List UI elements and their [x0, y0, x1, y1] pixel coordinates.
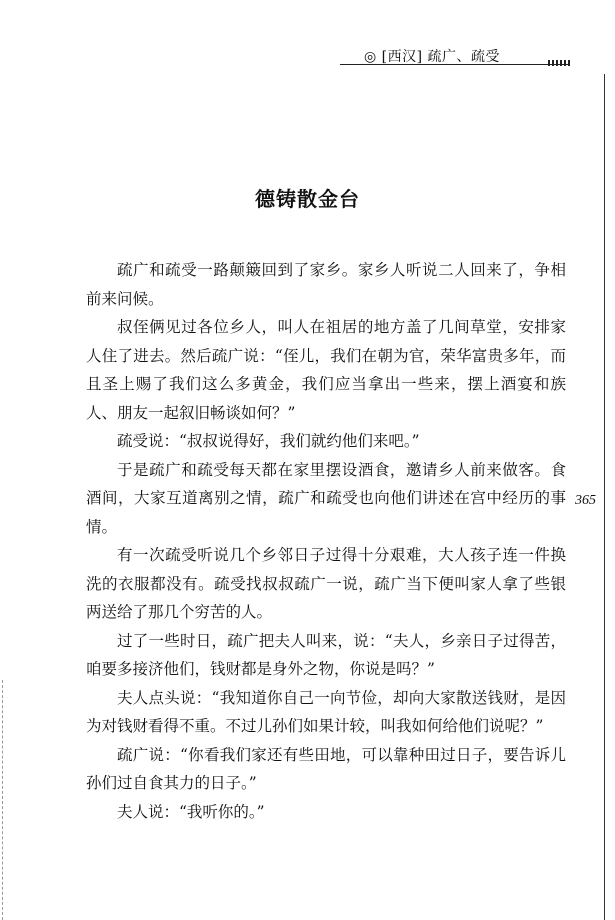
header-rule-ornament [548, 60, 572, 66]
chapter-title: 德铸散金台 [255, 187, 360, 212]
paragraph: 疏受说：“叔叔说得好，我们就约他们来吧。” [117, 432, 420, 450]
paragraph: 于是疏广和疏受每天都在家里摆设酒食，邀请乡人前来做客。食酒间，大家互道离别之情，疏广和疏受也向他们讲述在宫中经历的事情。 [86, 460, 566, 536]
paragraph: 疏广说：“你看我们家还有些田地，可以靠种田过日子，要告诉儿孙们过自食其力的日子。” [86, 745, 566, 792]
running-header: ◎ [西汉] 疏广、疏受 [364, 49, 501, 65]
binding-edge [2, 680, 3, 920]
paragraph: 有一次疏受听说几个乡邻日子过得十分艰难，大人孩子连一件换洗的衣服都没有。疏受找叔叔疏广一说，疏广当下便叫家人拿了些银两送给了那几个穷苦的人。 [86, 546, 566, 621]
paragraph: 夫人说：“我听你的。” [117, 802, 265, 821]
paragraph: 疏广和疏受一路颠簸回到了家乡。家乡人听说二人回来了，争相前来问候。 [86, 261, 566, 308]
paragraph: 过了一些时日，疏广把夫人叫来，说：“夫人，乡亲日子过得苦，咱要多接济他们，钱财都是身外之物，你说是吗？” [86, 631, 566, 678]
body-text [86, 256, 566, 826]
page-number: 365 [575, 493, 596, 508]
paragraph: 叔侄俩见过各位乡人，叫人在祖居的地方盖了几间草堂，安排家人住了进去。然后疏广说：“侄儿，我们在朝为官，荣华富贵多年，而且圣上赐了我们这么多黄金，我们应当拿出一些来，摆上酒宴和族人、朋友一起叙旧畅谈如何？” [86, 318, 566, 422]
header-rule [340, 64, 570, 65]
paragraph: 夫人点头说：“我知道你自己一向节俭，却向大家散送钱财，是因为对钱财看得不重。不过儿孙们如果计较，叫我如何给他们说呢？” [86, 688, 566, 735]
